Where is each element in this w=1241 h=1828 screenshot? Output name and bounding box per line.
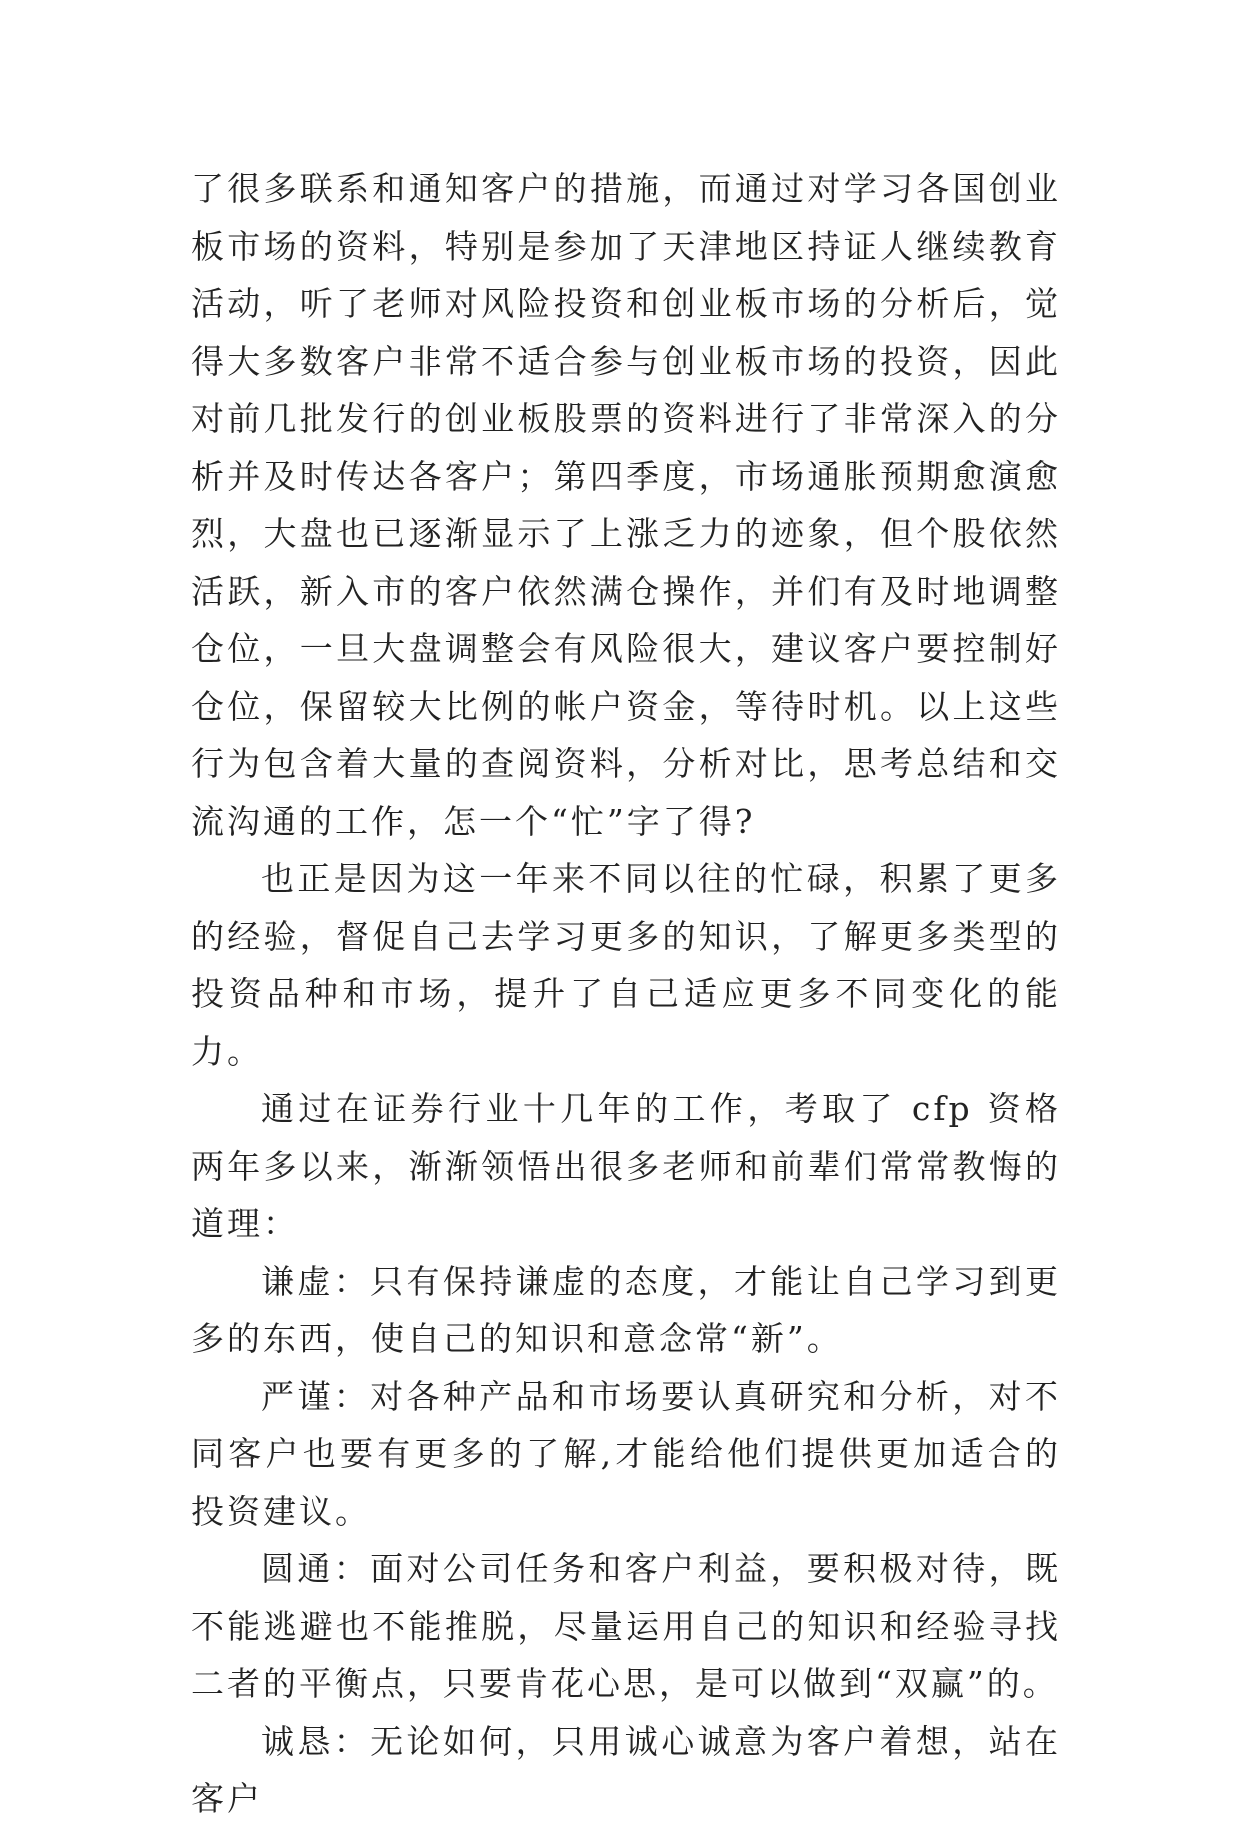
paragraph-7: 诚恳：无论如何，只用诚心诚意为客户着想，站在客户: [191, 1721, 1061, 1818]
paragraph-5: 严谨：对各种产品和市场要认真研究和分析，对不同客户也要有更多的了解,才能给他们提供更加适合的投资建议。: [191, 1376, 1061, 1531]
paragraph-1: 了很多联系和通知客户的措施，而通过对学习各国创业板市场的资料，特别是参加了天津地区持证人继续教育活动，听了老师对风险投资和创业板市场的分析后，觉得大多数客户非常不适合参与创业板市场的投资，因此对前几批发行的创业板股票的资料进行了非常深入的分析并及时传达各客户；第四季度，市场通胀预期愈演愈烈，大盘也已逐渐显示了上涨乏力的迹象，但个股依然活跃，新入市的客户依然满仓操作，并们有及时地调整仓位，一旦大盘调整会有风险很大，建议客户要控制好仓位，保留较大比例的帐户资金，等待时机。以上这些行为包含着大量的查阅资料，分析对比，思考总结和交流沟通的工作，怎一个“忙”字了得?: [191, 169, 1061, 841]
paragraph-4: 谦虚：只有保持谦虚的态度，才能让自己学习到更多的东西，使自己的知识和意念常“新”。: [191, 1261, 1061, 1358]
paragraph-2: 也正是因为这一年来不同以往的忙碌，积累了更多的经验，督促自己去学习更多的知识，了解更多类型的投资品种和市场，提升了自己适应更多不同变化的能力。: [191, 859, 1061, 1071]
body-text: [191, 160, 1061, 1828]
paragraph-3: 通过在证券行业十几年的工作，考取了 cfp 资格两年多以来，渐渐领悟出很多老师和前辈们常常教悔的道理：: [191, 1089, 1061, 1243]
paragraph-6: 圆通：面对公司任务和客户利益，要积极对待，既不能逃避也不能推脱，尽量运用自己的知识和经验寻找二者的平衡点，只要肯花心思，是可以做到“双赢”的。: [191, 1549, 1061, 1703]
